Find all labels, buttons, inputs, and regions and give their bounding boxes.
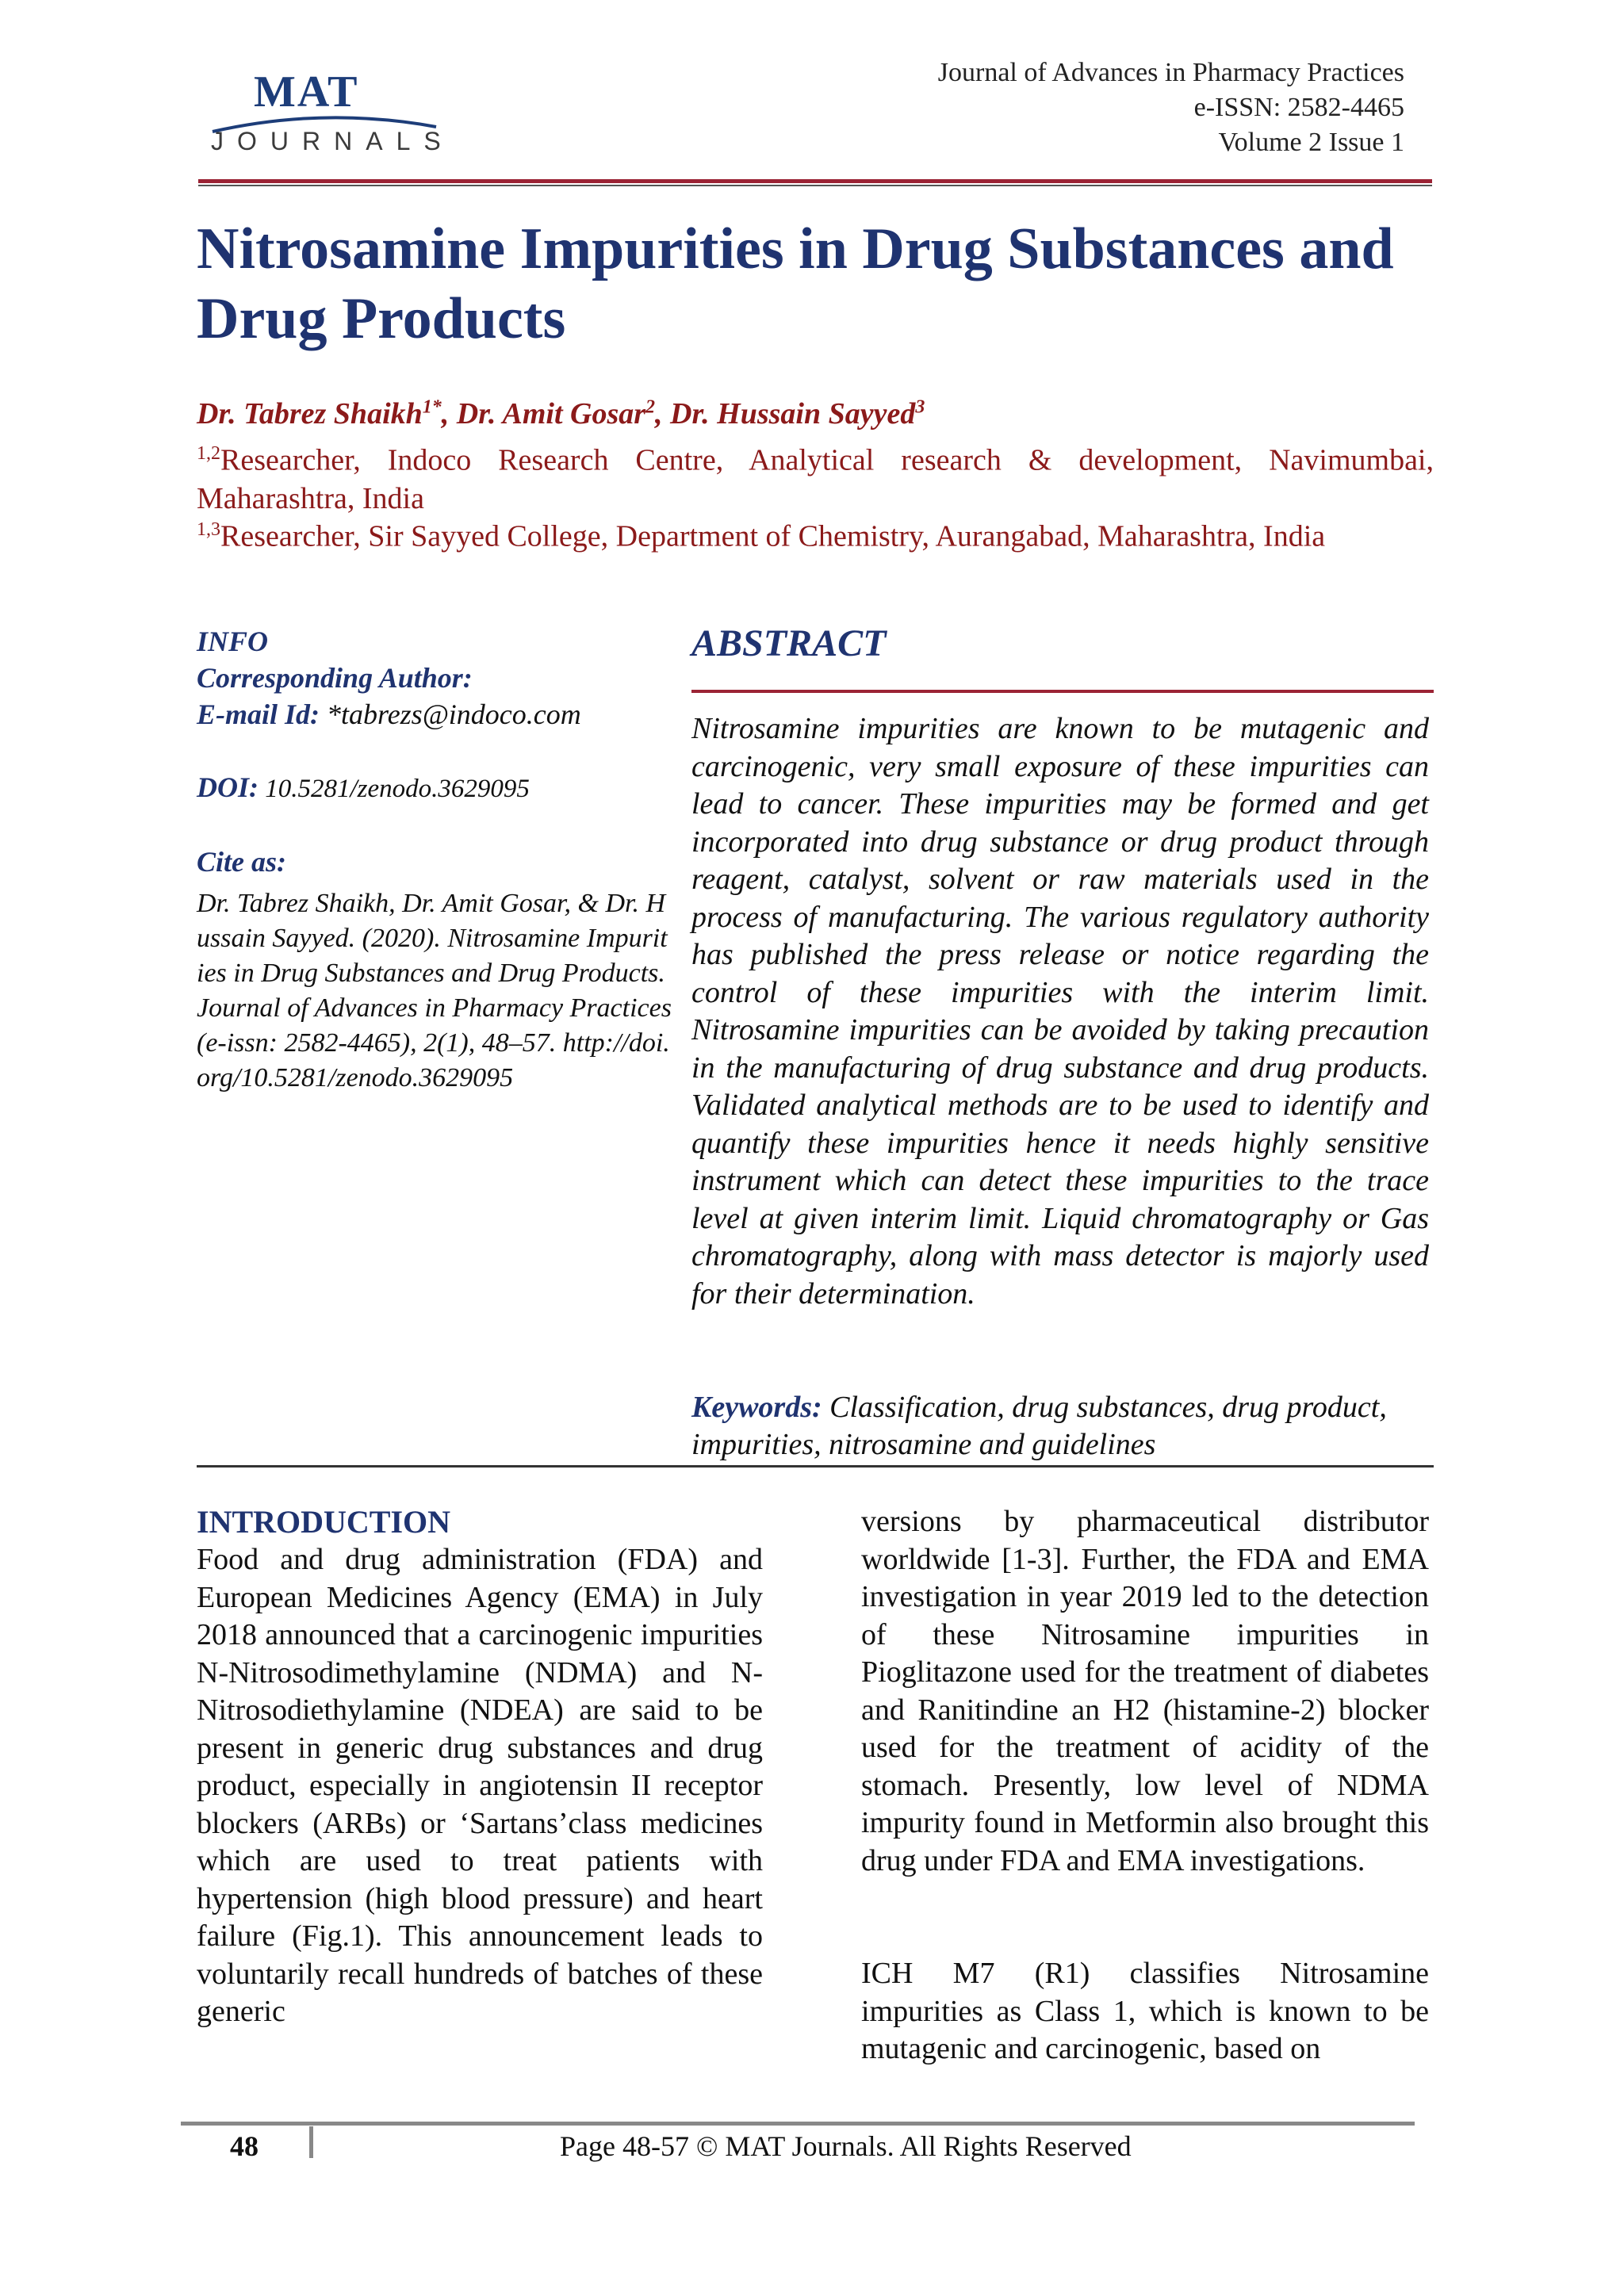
journal-logo-mat: MAT: [254, 67, 359, 117]
corresponding-author-label: Corresponding Author:: [197, 662, 473, 694]
author-sup: 3: [915, 396, 925, 418]
author-sup: 2: [645, 396, 656, 418]
email-label: E-mail Id:: [197, 698, 320, 730]
journal-volume: Volume 2 Issue 1: [1218, 128, 1404, 157]
doi-label: DOI:: [197, 771, 259, 803]
section-divider: [197, 1465, 1434, 1468]
email-value[interactable]: *tabrezs@indoco.com: [320, 698, 581, 730]
journal-logo-text: JOURNALS: [211, 127, 454, 155]
introduction-right-paragraph-2: ICH M7 (R1) classifies Nitrosamine impurities as Class 1, which is known to be mutagenic and carcinogenic, based on: [861, 1957, 1429, 2065]
journal-info: [938, 55, 1404, 160]
keywords-label: Keywords:: [691, 1391, 822, 1424]
header-divider-thin: [198, 185, 1432, 186]
author-name: Dr. Hussain Sayyed: [670, 397, 916, 430]
footer-copyright: Page 48-57 © MAT Journals. All Rights Reserved: [560, 2130, 1132, 2162]
cite-label: Cite as:: [197, 846, 286, 878]
journal-issn: e-ISSN: 2582-4465: [1193, 93, 1404, 122]
keywords-text: Classification, drug substances, drug product, impurities, nitrosamine and guidelines: [691, 1391, 1387, 1461]
journal-name: Journal of Advances in Pharmacy Practices: [937, 58, 1404, 87]
author-separator: ,: [441, 397, 457, 430]
affiliation-text: Researcher, Sir Sayyed College, Department of Chemistry, Aurangabad, Maharashtra, India: [220, 519, 1326, 553]
introduction-heading: INTRODUCTION: [197, 1504, 451, 1540]
keywords: [691, 1389, 1429, 1464]
abstract-heading: ABSTRACT: [691, 622, 887, 664]
affiliation-sup: 1,2: [197, 443, 220, 464]
abstract-text: Nitrosamine impurities are known to be mutagenic and carcinogenic, very small exposure of these impurities can lead to cancer. These impurities may be formed and get incorporated into drug substance or drug product through reagent, catalyst, solvent or raw materials used in the process of manufacturing. The various regulatory authority has published the press release or notice regarding the control of these impurities with the interim limit. Nitrosamine impurities can be avoided by taking precaution in the manufacturing of drug substance and drug products. Validated analytical methods are to be used to identify and quantify these impurities hence it needs highly sensitive instrument which can detect these impurities to the trace level at given interim limit. Liquid chromatography or Gas chromatography, along with mass detector is majorly used for their determination.: [691, 712, 1429, 1311]
author-name: Dr. Amit Gosar: [456, 397, 646, 430]
author-name: Dr. Tabrez Shaikh: [197, 397, 423, 430]
author-separator: ,: [655, 397, 671, 430]
header-divider: [198, 179, 1432, 183]
citation-text: Dr. Tabrez Shaikh, Dr. Amit Gosar, & Dr. Hussain Sayyed. (2020). Nitrosamine Impurities in Drug Substances and Drug Products. Journal of Advances in Pharmacy Practices (e-issn: 2582-4465), 2(1), 48–57. http://doi.org/10.5281/zenodo.3629095: [197, 889, 672, 1093]
paper-title: Nitrosamine Impurities in Drug Substances and Drug Products: [197, 216, 1394, 351]
affiliation-text: Researcher, Indoco Research Centre, Analytical research & development, Navimumbai, Maharashtra, India: [197, 443, 1434, 515]
introduction-right-column: versions by pharmaceutical distributor worldwide [1-3]. Further, the FDA and EMA investigation in year 2019 led to the detection of these Nitrosamine impurities in Pioglitazone used for the treatment of diabetes and Ranitindine an H2 (histamine-2) blocker used for the treatment of acidity of the stomach. Presently, low level of NDMA impurity found in Metformin also brought this drug under FDA and EMA investigations.: [861, 1505, 1429, 1877]
author-list: [197, 396, 925, 431]
affiliation-sup: 1,3: [197, 519, 220, 540]
affiliation: [197, 434, 1434, 518]
abstract-divider: [691, 690, 1434, 693]
affiliation: [197, 511, 1434, 556]
article-info: [197, 623, 665, 880]
doi-value[interactable]: 10.5281/zenodo.3629095: [259, 775, 530, 803]
page-number: 48: [230, 2130, 259, 2162]
author-sup: 1*: [422, 396, 442, 418]
footer-divider: [181, 2122, 1415, 2126]
info-heading: INFO: [197, 626, 269, 657]
footer-separator: [309, 2126, 313, 2158]
introduction-left-column: Food and drug administration (FDA) and European Medicines Agency (EMA) in July 2018 announced that a carcinogenic impurities N-Nitrosodimethylamine (NDMA) and N-Nitrosodiethylamine (NDEA) are said to be present in generic drug substances and drug product, especially in angiotensin II receptor blockers (ARBs) or ‘Sartans’class medicines which are used to treat patients with hypertension (high blood pressure) and heart failure (Fig.1). This announcement leads to voluntarily recall hundreds of batches of these generic: [197, 1543, 763, 2028]
